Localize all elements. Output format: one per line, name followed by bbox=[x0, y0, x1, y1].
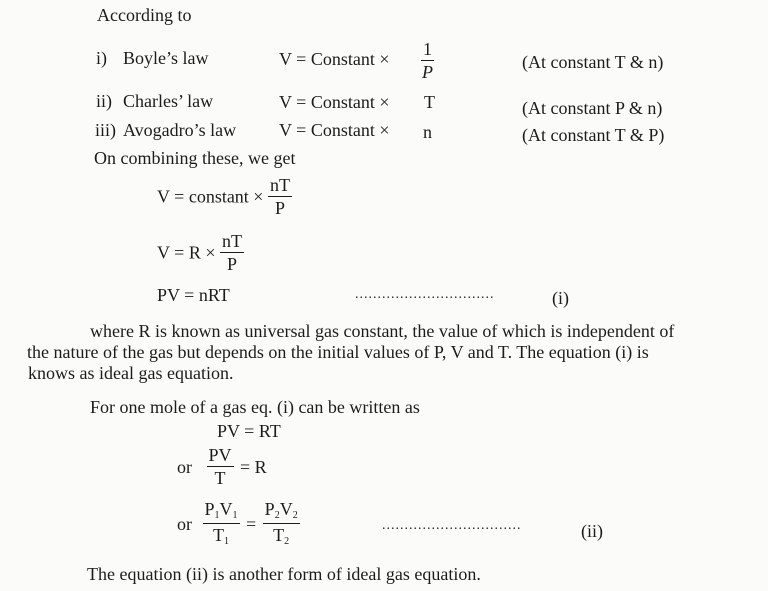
law-2-condition: (At constant P & n) bbox=[522, 98, 663, 118]
paragraph-line-3: knows as ideal gas equation. bbox=[28, 363, 234, 383]
law-1-name: Boyle’s law bbox=[123, 48, 209, 68]
law-2-name: Charles’ law bbox=[123, 91, 214, 111]
paragraph-line-1: where R is known as universal gas constant, the value of which is independent of bbox=[90, 321, 675, 341]
equation-combined-gas-law: or $\frac{P_1V_1}{T_1}$ = $\frac{P_2V_2}{T_2}$ bbox=[177, 499, 298, 547]
law-1-fraction: $\frac{1}{P}$ bbox=[422, 39, 433, 82]
law-1-number: i) bbox=[96, 48, 107, 68]
law-2-variable: T bbox=[424, 92, 435, 112]
conclusion-text: The equation (ii) is another form of ideal gas equation. bbox=[87, 564, 481, 584]
law-3-number: iii) bbox=[95, 120, 116, 140]
equation-pv-rt: PV = RT bbox=[217, 421, 281, 441]
law-1-condition: (At constant T & n) bbox=[522, 52, 664, 72]
paragraph-line-2: the nature of the gas but depends on the initial values of P, V and T. The equation (i) is bbox=[27, 342, 649, 362]
equation-1-label: (i) bbox=[552, 288, 569, 308]
equation-combined-constant: V = constant × $\frac{nT}{P}$ bbox=[157, 175, 290, 218]
equation-combined-r: V = R × $\frac{nT}{P}$ bbox=[157, 231, 242, 274]
ideal-gas-equation: PV = nRT bbox=[157, 285, 230, 305]
law-2-expression: V = Constant × bbox=[279, 92, 390, 112]
law-2-number: ii) bbox=[96, 91, 112, 111]
intro-text: According to bbox=[97, 5, 192, 25]
combining-text: On combining these, we get bbox=[94, 148, 296, 168]
law-3-condition: (At constant T & P) bbox=[522, 125, 665, 145]
law-3-expression: V = Constant × bbox=[279, 120, 390, 140]
equation-pv-over-t: or $\frac{PV}{T}$ = R bbox=[177, 445, 267, 488]
equation-1-leader-dots: ............................... bbox=[355, 287, 495, 302]
law-1-expression: V = Constant × bbox=[279, 49, 390, 69]
equation-2-label: (ii) bbox=[581, 521, 603, 541]
equation-2-leader-dots: ............................... bbox=[382, 518, 522, 533]
one-mole-text: For one mole of a gas eq. (i) can be written as bbox=[90, 397, 420, 417]
law-3-variable: n bbox=[423, 122, 432, 142]
law-3-name: Avogadro’s law bbox=[123, 120, 237, 140]
